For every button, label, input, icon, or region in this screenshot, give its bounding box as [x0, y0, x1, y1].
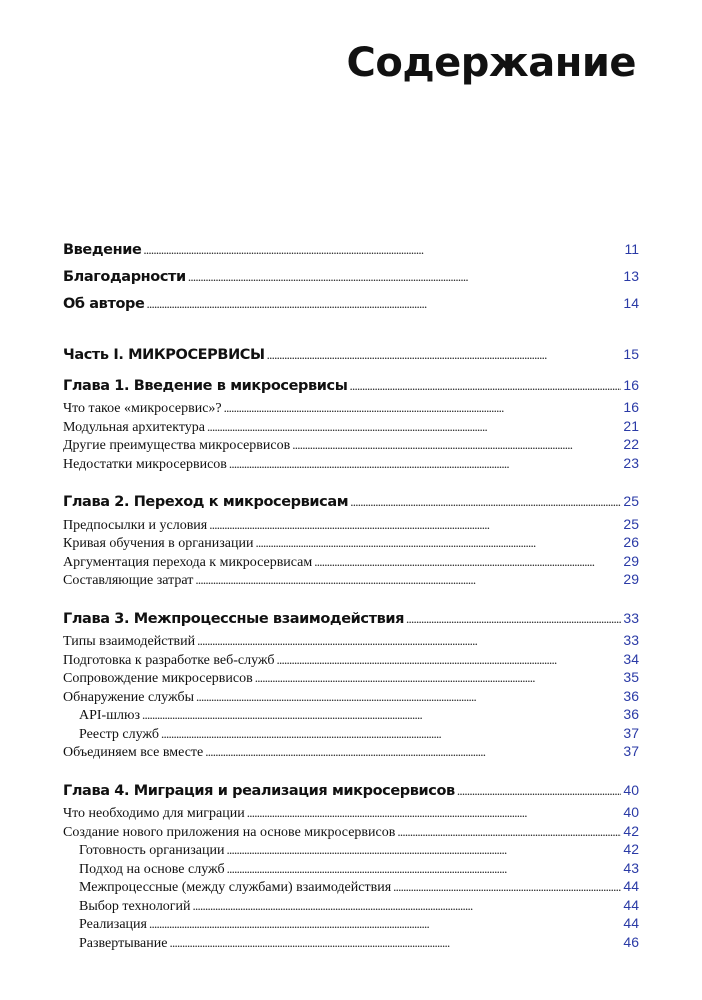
dot-leader — [226, 841, 621, 860]
dot-leader — [196, 688, 621, 707]
dot-leader — [247, 804, 622, 823]
toc-subsection[interactable] — [63, 877, 639, 896]
toc-section[interactable] — [63, 687, 639, 706]
toc-page-number: 22 — [623, 436, 639, 452]
dot-leader — [350, 493, 621, 512]
toc-subsection[interactable] — [63, 705, 639, 724]
dot-leader — [146, 290, 621, 317]
toc-page-number: 37 — [623, 724, 639, 741]
toc-section[interactable] — [63, 631, 639, 650]
toc-subsection[interactable] — [63, 840, 639, 859]
toc-entry-label: Глава 1. Введение в микросервисы — [63, 377, 348, 394]
page-title: Содержание — [346, 40, 636, 86]
toc-section[interactable] — [63, 822, 639, 841]
toc-chapter-2[interactable] — [63, 492, 639, 511]
toc-section[interactable] — [63, 417, 639, 436]
toc-entry-label: Сопровождение микросервисов — [63, 671, 253, 686]
dot-leader — [143, 236, 622, 263]
dot-leader — [255, 669, 622, 688]
toc-entry-label: Что такое «микросервис»? — [63, 401, 222, 416]
toc-entry-label: Готовность организации — [79, 843, 225, 858]
toc-entry-label: Составляющие затрат — [63, 573, 194, 588]
dot-leader — [224, 399, 622, 418]
toc-entry-label: Предпосылки и условия — [63, 517, 208, 533]
toc-subsection[interactable] — [63, 914, 639, 933]
dot-leader — [229, 455, 622, 474]
dot-leader — [149, 915, 621, 934]
dot-leader — [267, 346, 622, 365]
toc-entry-label: Межпроцессные (между службами) взаимодействия — [79, 880, 392, 895]
toc-page-number: 11 — [624, 241, 639, 257]
toc-section[interactable] — [63, 803, 639, 822]
toc-entry-label: Часть I. МИКРОСЕРВИСЫ — [63, 347, 265, 363]
toc-page-number: 40 — [623, 804, 639, 820]
toc-page-number: 26 — [623, 534, 639, 550]
table-of-contents — [63, 236, 639, 951]
dot-leader — [161, 725, 621, 744]
toc-section[interactable] — [63, 552, 639, 571]
toc-entry-acknowledgements[interactable] — [63, 263, 639, 290]
toc-entry-label: Реестр служб — [79, 726, 160, 742]
toc-page-number: 29 — [623, 552, 639, 569]
toc-page-number: 44 — [623, 878, 639, 894]
toc-section[interactable] — [63, 454, 639, 473]
toc-page-number: 44 — [623, 896, 639, 913]
toc-page-number: 14 — [623, 295, 639, 311]
toc-entry-label: Создание нового приложения на основе микросервисов — [63, 824, 396, 840]
toc-page-number: 16 — [623, 399, 639, 415]
toc-chapter-4[interactable] — [63, 781, 639, 800]
dot-leader — [193, 897, 622, 916]
toc-section[interactable] — [63, 668, 639, 687]
toc-section[interactable] — [63, 515, 639, 534]
dot-leader — [209, 516, 621, 535]
dot-leader — [205, 743, 621, 762]
toc-entry-label: Развертывание — [79, 935, 168, 951]
toc-subsection[interactable] — [63, 933, 639, 952]
toc-entry-label: Реализация — [79, 917, 147, 932]
toc-entry-label: Подход на основе служб — [79, 861, 225, 877]
toc-entry-label: Подготовка к разработке веб-служб — [63, 652, 275, 668]
toc-page-number: 42 — [623, 841, 639, 857]
toc-entry-label: API-шлюз — [79, 708, 140, 723]
toc-entry-label: Кривая обучения в организации — [63, 536, 254, 551]
toc-entry-label: Что необходимо для миграции — [63, 806, 245, 821]
toc-page-number: 23 — [623, 454, 639, 471]
toc-page-number: 33 — [623, 632, 639, 648]
dot-leader — [195, 571, 621, 590]
toc-section[interactable] — [63, 533, 639, 552]
toc-subsection[interactable] — [63, 724, 639, 743]
dot-leader — [314, 553, 621, 572]
toc-entry-label: Введение — [63, 242, 142, 258]
dot-leader — [188, 263, 622, 290]
dot-leader — [406, 610, 621, 629]
toc-entry-label: Глава 2. Переход к микросервисам — [63, 494, 349, 510]
dot-leader — [457, 782, 622, 801]
toc-entry-label: Недостатки микросервисов — [63, 456, 227, 472]
dot-leader — [349, 377, 621, 396]
dot-leader — [397, 823, 621, 842]
toc-page-number: 40 — [623, 781, 639, 798]
toc-subsection[interactable] — [63, 859, 639, 878]
toc-page-number: 25 — [623, 493, 639, 509]
dot-leader — [277, 651, 622, 670]
toc-page-number: 42 — [623, 822, 639, 839]
toc-subsection[interactable] — [63, 896, 639, 915]
toc-page-number: 16 — [623, 376, 639, 393]
toc-page-number: 46 — [623, 933, 639, 950]
toc-part-1[interactable] — [63, 345, 639, 364]
toc-page-number: 33 — [623, 609, 639, 626]
dot-leader — [197, 632, 621, 651]
dot-leader — [255, 534, 621, 553]
toc-entry-label: Глава 4. Миграция и реализация микросервисов — [63, 782, 455, 799]
toc-section[interactable] — [63, 742, 639, 761]
toc-entry-label: Типы взаимодействий — [63, 634, 196, 649]
toc-page-number: 13 — [623, 268, 639, 284]
toc-page-number: 44 — [623, 915, 639, 931]
dot-leader — [292, 436, 621, 455]
toc-page-number: 25 — [623, 515, 639, 532]
toc-entry-label: Об авторе — [63, 296, 145, 312]
toc-chapter-3[interactable] — [63, 609, 639, 628]
toc-page-number: 36 — [623, 687, 639, 704]
toc-page-number: 43 — [623, 859, 639, 876]
toc-section[interactable] — [63, 570, 639, 589]
toc-section[interactable] — [63, 398, 639, 417]
toc-page-number: 21 — [623, 417, 639, 434]
toc-page-number: 36 — [623, 706, 639, 722]
toc-entry-label: Объединяем все вместе — [63, 745, 204, 760]
toc-chapter-1[interactable] — [63, 376, 639, 395]
toc-page-number: 29 — [623, 571, 639, 587]
dot-leader — [393, 878, 621, 897]
toc-page-number: 37 — [623, 743, 639, 759]
toc-section[interactable] — [63, 435, 639, 454]
toc-entry-label: Обнаружение службы — [63, 689, 195, 705]
toc-entry-introduction[interactable] — [63, 236, 639, 263]
dot-leader — [169, 934, 621, 953]
toc-entry-label: Аргументация перехода к микросервисам — [63, 554, 313, 570]
toc-section[interactable] — [63, 650, 639, 669]
toc-page-number: 34 — [623, 650, 639, 667]
dot-leader — [227, 860, 622, 879]
toc-entry-label: Глава 3. Межпроцессные взаимодействия — [63, 610, 405, 627]
toc-entry-label: Другие преимущества микросервисов — [63, 438, 291, 453]
toc-entry-label: Благодарности — [63, 269, 186, 285]
toc-entry-label: Выбор технологий — [79, 898, 191, 914]
dot-leader — [207, 418, 621, 437]
toc-page-number: 15 — [623, 346, 639, 362]
toc-entry-label: Модульная архитектура — [63, 419, 206, 435]
dot-leader — [142, 706, 621, 725]
toc-entry-about-author[interactable] — [63, 290, 639, 317]
toc-page-number: 35 — [623, 669, 639, 685]
